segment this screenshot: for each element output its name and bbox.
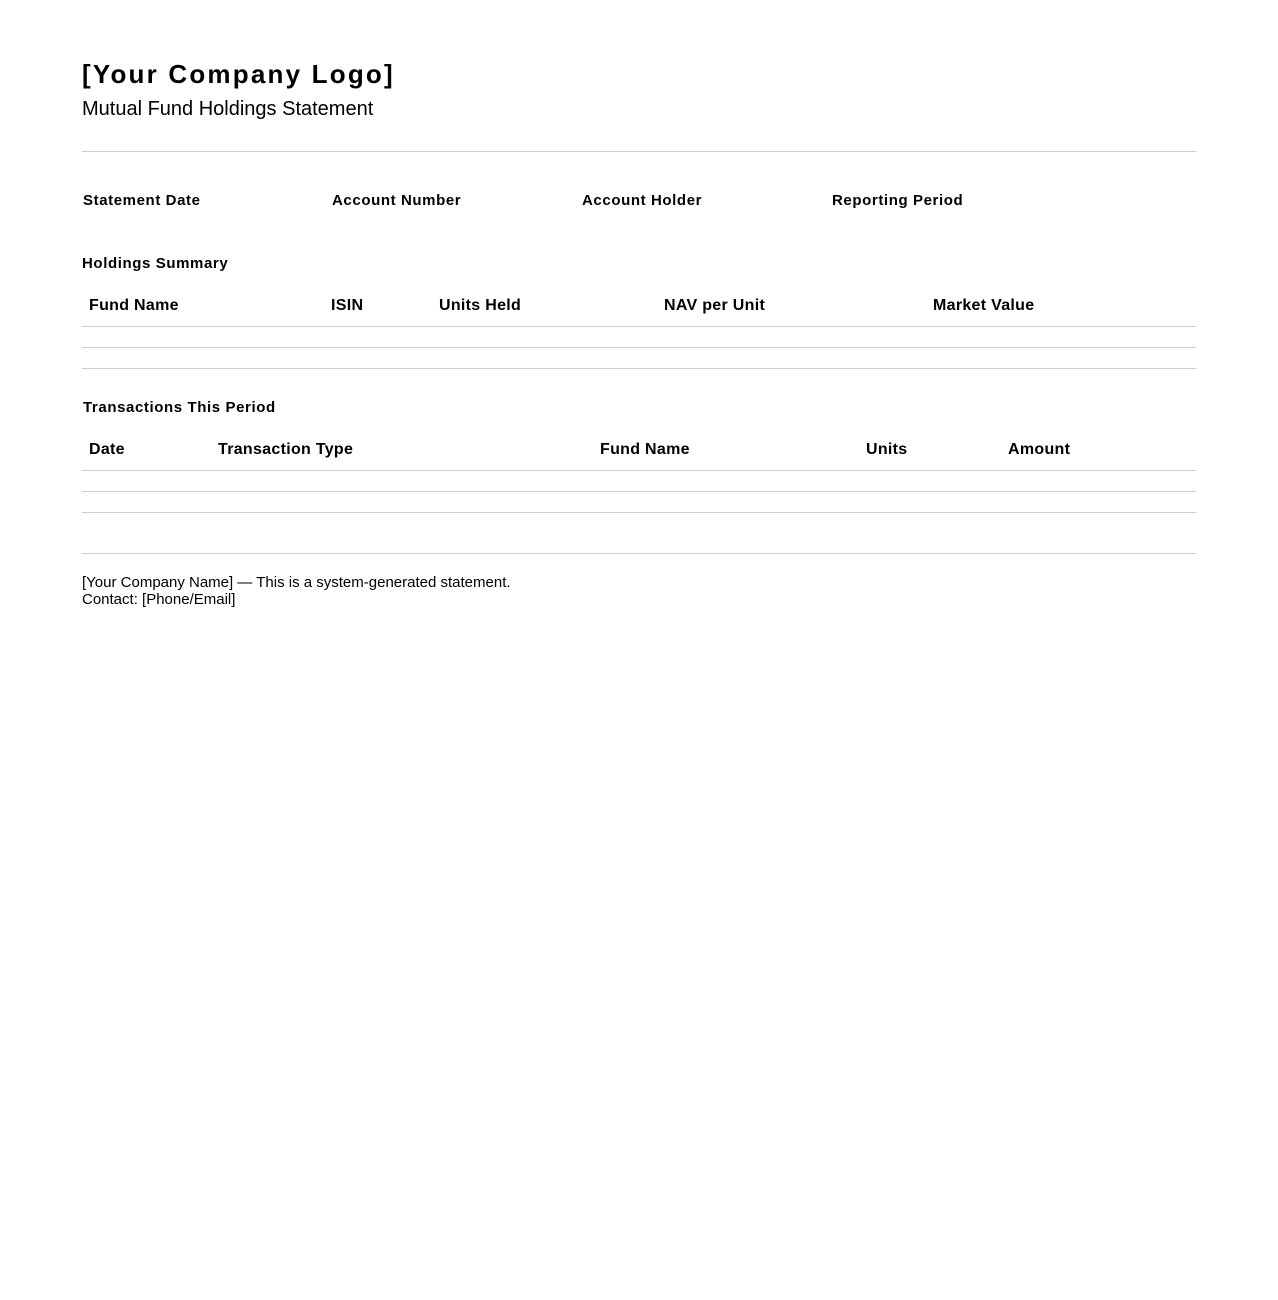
holdings-row-border xyxy=(82,368,1196,369)
transactions-row-border xyxy=(82,491,1196,492)
col-fund-name: Fund Name xyxy=(600,441,690,458)
account-meta-row xyxy=(83,192,1197,210)
col-fund-name: Fund Name xyxy=(89,297,179,314)
col-units-held: Units Held xyxy=(439,297,522,314)
transactions-row-border xyxy=(82,512,1196,513)
col-units: Units xyxy=(866,441,908,458)
col-market-value: Market Value xyxy=(933,297,1035,314)
statement-title: Mutual Fund Holdings Statement xyxy=(82,98,374,120)
transactions-header-border xyxy=(82,470,1196,471)
transactions-title: Transactions This Period xyxy=(83,399,276,416)
statement-date-label: Statement Date xyxy=(83,192,201,209)
footer-contact: Contact: [Phone/Email] xyxy=(82,591,236,608)
col-date: Date xyxy=(89,441,125,458)
footer-company-note: [Your Company Name] — This is a system-generated statement. xyxy=(82,574,511,591)
holdings-header-border xyxy=(82,326,1196,327)
col-isin: ISIN xyxy=(331,297,364,314)
col-transaction-type: Transaction Type xyxy=(218,441,354,458)
col-amount: Amount xyxy=(1008,441,1071,458)
account-number-label: Account Number xyxy=(332,192,462,209)
reporting-period-label: Reporting Period xyxy=(832,192,964,209)
company-logo-placeholder: [Your Company Logo] xyxy=(82,59,395,89)
header-divider xyxy=(82,151,1196,152)
holdings-row-border xyxy=(82,347,1196,348)
col-nav-per-unit: NAV per Unit xyxy=(664,297,766,314)
footer-divider xyxy=(82,553,1196,554)
holdings-summary-title: Holdings Summary xyxy=(82,255,229,272)
account-holder-label: Account Holder xyxy=(582,192,703,209)
